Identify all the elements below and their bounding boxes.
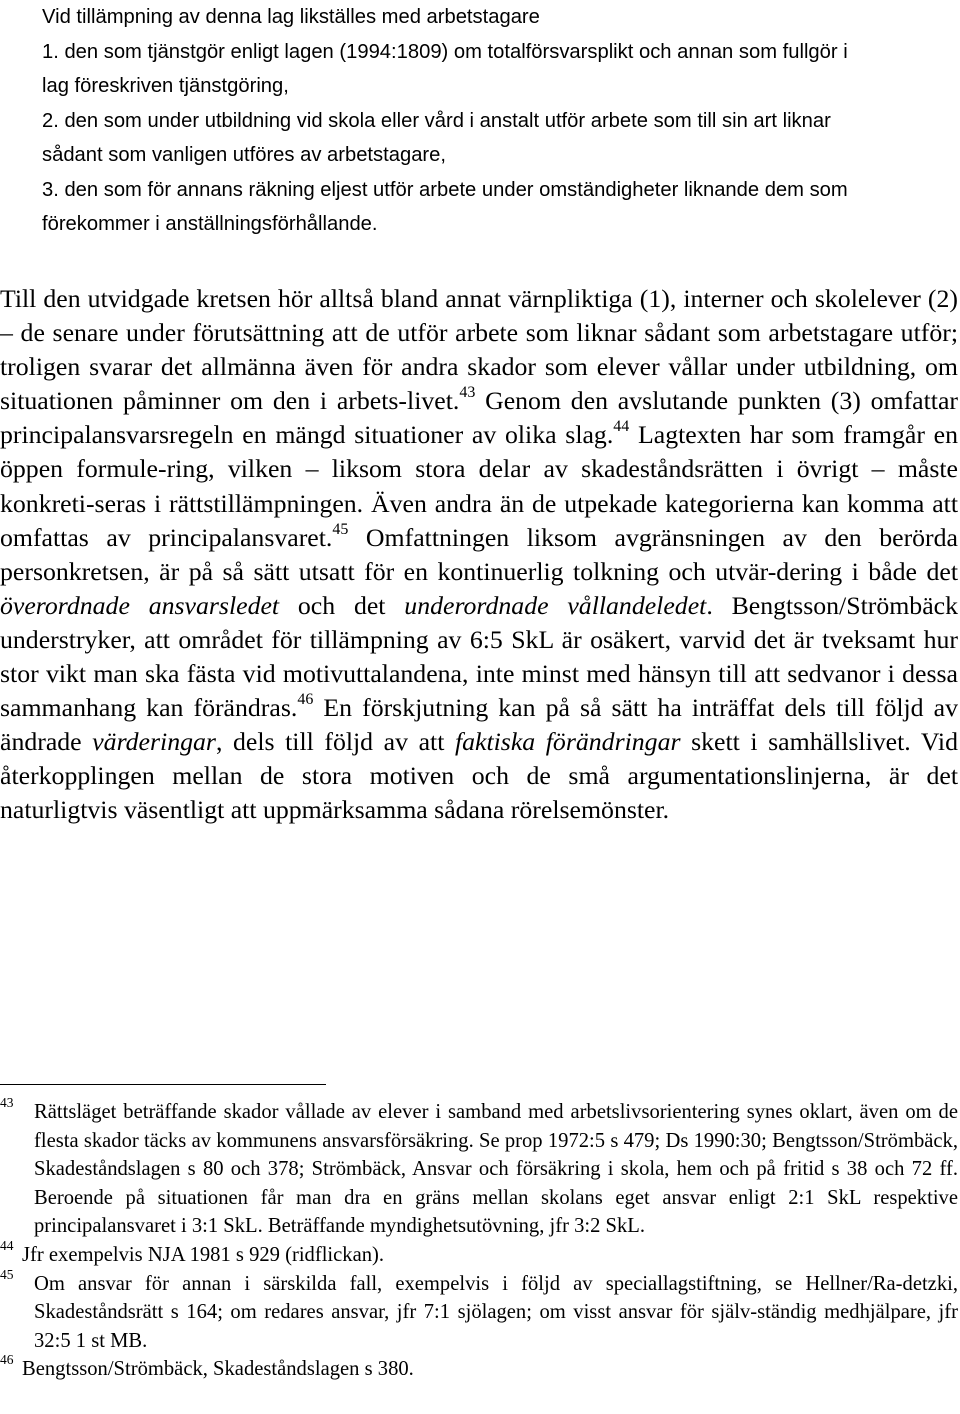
- quote-item-2: [42, 104, 960, 173]
- body-text-run: Lagtexten har som framgår en öppen formule-ring, vilken – liksom stora delar av skadeståndsrätten i övrigt – måste konkreti-seras i rättstillämpningen. Även andra än de utpekade kategorierna kan komma att omfattas av principalansvaret.: [0, 420, 959, 552]
- body-text-run: Genom den avslutande punkten (3) omfattar principalansvarsregeln en mängd situationer av olika slag.: [0, 386, 958, 450]
- body-text-run: , dels till följd av att: [215, 727, 455, 757]
- body-text-run: Till den utvidgade kretsen hör alltså bland annat värnpliktiga (1), interner och skolelever (2) – de senare under förutsättning att de utför arbete som liknar sådant som arbetstagare utför; troligen svarar det allmänna även för andra skador som elever vållar under utbildning, om situationen påminner om den i arbets-livet.: [0, 284, 958, 416]
- footnote-text: Jfr exempelvis NJA 1981 s 929 (ridflickan).: [22, 1243, 385, 1266]
- quote-item-3: [42, 173, 960, 242]
- quote-item-1: [42, 35, 960, 104]
- footnote-43: [0, 1095, 958, 1241]
- quote-item-line: 3. den som för annans räkning eljest utför arbete under omständigheter liknande dem som: [42, 178, 848, 201]
- quote-item-line: förekommer i anställningsförhållande.: [42, 213, 378, 235]
- footnote-44: [0, 1237, 958, 1270]
- footnote-number: 46: [0, 1352, 14, 1368]
- body-text-run: . Bengtsson/Strömbäck understryker, att området för tillämpning av 6:5 SkL är osäkert, varvid det är tveksamt hur stor vikt man ska fästa vid motivuttalandena, inte minst med hänsyn till att sedvanor i dessa sammanhang kan förändras.: [0, 590, 958, 723]
- body-text-run: En förskjutning kan på så sätt ha inträffat dels till följd av ändrade: [0, 693, 958, 757]
- emphasis-term: överordnade ansvarsledet: [0, 590, 280, 620]
- quote-item-line: lag föreskriven tjänstgöring,: [42, 75, 289, 97]
- quote-intro: Vid tillämpning av denna lag likställes med arbetstagare: [42, 6, 540, 28]
- footnote-separator: [0, 1084, 326, 1085]
- footnote-45: [0, 1266, 958, 1356]
- footnotes: [0, 1095, 958, 1384]
- body-paragraph: [0, 282, 958, 828]
- footnote-ref-44[interactable]: 44: [613, 418, 630, 436]
- body-text-run: skett i samhällslivet. Vid återkopplingen mellan de stora motiven och de små argumentationslinjerna, är det naturligtvis väsentligt att uppmärksamma sådana rörelsemönster.: [0, 727, 958, 825]
- footnote-text: Bengtsson/Strömbäck, Skadeståndslagen s 380.: [22, 1358, 414, 1381]
- footnote-ref-46[interactable]: 46: [297, 691, 314, 709]
- emphasis-term: värderingar: [92, 727, 216, 757]
- emphasis-term: underordnade vållandeledet: [404, 590, 707, 620]
- footnote-ref-45[interactable]: 45: [332, 520, 349, 538]
- footnote-text: Rättsläget beträffande skador vållade av elever i samband med arbetslivsorientering synes oklart, även om de flesta skador täcks av kommunens ansvarsförsäkring. Se prop 1972:5 s 479; Ds 1990:30; Bengtsson/Strömbäck, Skadeståndslagen s 80 och 378; Strömbäck, Ansvar och försäkring i skola, hem och på fritid s 38 och 72 ff. Beroende på situationen får man dra en gräns mellan skolans eget ansvar enligt 2:1 SkL respektive principalansvaret i 3:1 SkL. Beträffande myndighetsutövning, jfr 3:2 SkL.: [34, 1101, 958, 1238]
- footnote-number: 44: [0, 1237, 14, 1253]
- quoted-statute: [42, 0, 960, 242]
- body-text-run: och det: [279, 590, 405, 620]
- quote-item-line: sådant som vanligen utföres av arbetstagare,: [42, 144, 446, 166]
- footnote-46: [0, 1352, 958, 1384]
- body-text-run: Omfattningen liksom avgränsningen av den berörda personkretsen, är på så sätt utsatt för en kontinuerlig tolkning och utvär-dering i både det: [0, 522, 958, 586]
- footnote-number: 45: [0, 1266, 14, 1282]
- footnote-ref-43[interactable]: 43: [459, 384, 476, 402]
- footnote-number: 43: [0, 1095, 14, 1110]
- emphasis-term: faktiska förändringar: [454, 727, 681, 757]
- footnote-text: Om ansvar för annan i särskilda fall, exempelvis i följd av speciallagstiftning, se Hellner/Ra-detzki, Skadeståndsrätt s 164; om redares ansvar, jfr 7:1 sjölagen; om visst ansvar för själv-ständig medhjälpare, jfr 32:5 1 st MB.: [34, 1272, 958, 1352]
- quote-item-line: 2. den som under utbildning vid skola eller vård i anstalt utför arbete som till sin art liknar: [42, 109, 831, 132]
- quote-item-line: 1. den som tjänstgör enligt lagen (1994:1809) om totalförsvarsplikt och annan som fullgör i: [42, 40, 848, 63]
